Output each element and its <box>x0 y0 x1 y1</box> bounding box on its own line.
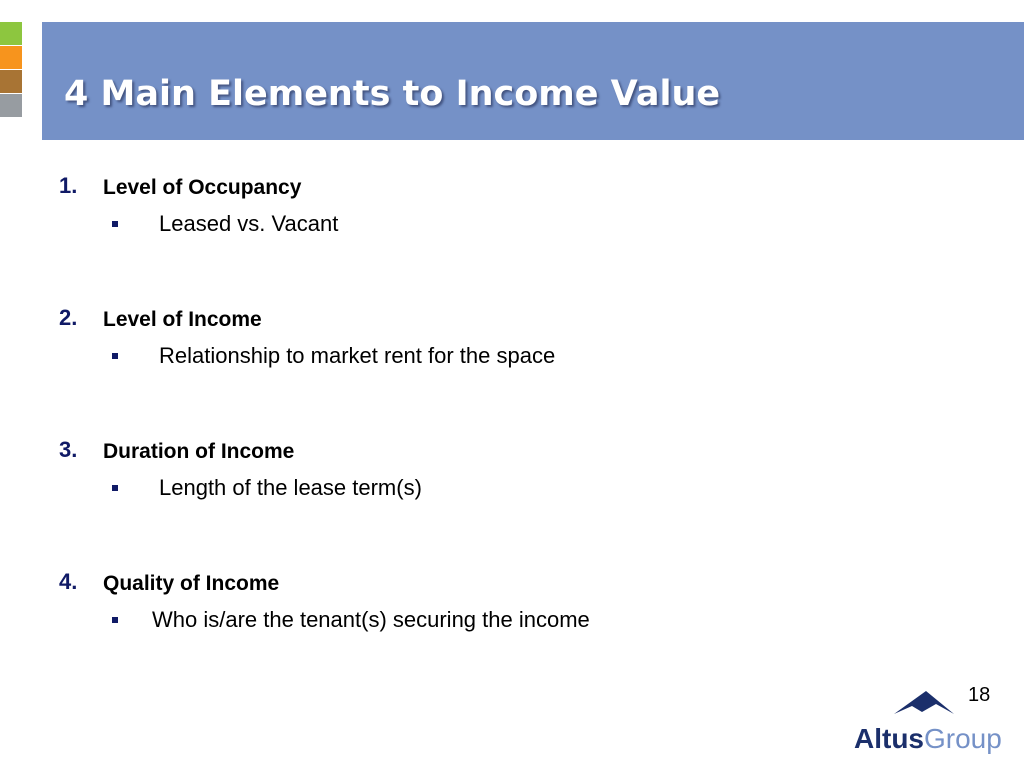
item-sub-point: Relationship to market rent for the space <box>159 343 556 368</box>
item-sub-point: Length of the lease term(s) <box>159 475 422 500</box>
square-bullet-icon <box>112 617 118 623</box>
page-number: 18 <box>968 684 991 706</box>
slide-title: 4 Main Elements to Income Value <box>64 74 721 114</box>
logo-wordmark <box>854 722 1002 756</box>
item-number: 2. <box>59 305 78 330</box>
list-item <box>0 437 1024 517</box>
item-heading: Duration of Income <box>103 440 295 463</box>
item-heading: Level of Income <box>103 308 262 331</box>
altus-mountain-icon <box>892 688 956 718</box>
altus-group-logo <box>848 688 1012 758</box>
item-heading: Quality of Income <box>103 572 280 595</box>
item-number: 4. <box>59 569 78 594</box>
logo-text-group: Group <box>924 723 1002 754</box>
logo-text-altus: Altus <box>854 723 924 754</box>
item-number: 3. <box>59 437 78 462</box>
list-item <box>0 569 1024 649</box>
square-bullet-icon <box>112 485 118 491</box>
list-item <box>0 305 1024 385</box>
square-bullet-icon <box>112 353 118 359</box>
item-heading: Level of Occupancy <box>103 176 302 199</box>
square-bullet-icon <box>112 221 118 227</box>
item-number: 1. <box>59 173 78 198</box>
item-sub-point: Who is/are the tenant(s) securing the income <box>152 607 590 632</box>
list-item <box>0 173 1024 253</box>
item-sub-point: Leased vs. Vacant <box>159 211 339 236</box>
